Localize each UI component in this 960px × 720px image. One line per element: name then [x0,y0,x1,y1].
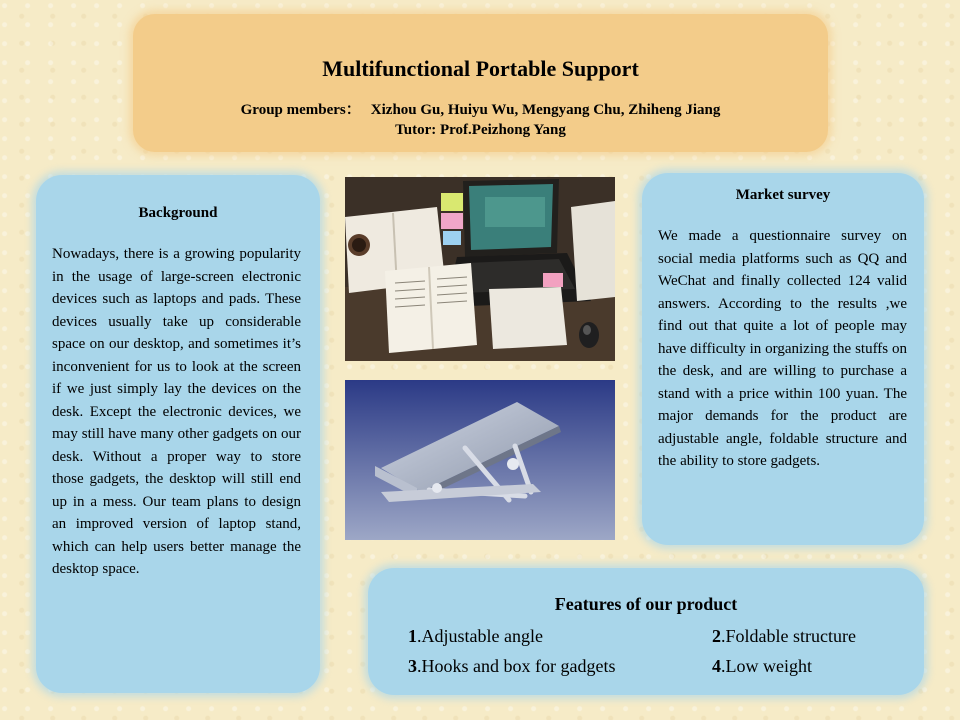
feature-number: 4 [712,656,721,676]
market-survey-text: We made a questionnaire survey on social media platforms such as QQ and WeChat and finally collected 124 valid answers. According to the results ,we find out that quite a lot of people may have difficulty in organizing the stuffs on the desk, and are willing to purchase a stand with a price within 100 yuan. The major demands for the product are adjustable angle, foldable structure and the ability to store gadgets. [658,228,907,469]
stand-render-illustration [345,380,615,540]
feature-text: .Low weight [721,656,812,676]
stand-render [345,380,615,540]
market-survey-heading: Market survey [735,187,831,203]
feature-item [712,626,856,647]
title-banner [133,14,828,152]
feature-number: 2 [712,626,721,646]
tutor: Tutor: Prof.Peizhong Yang [395,122,566,138]
market-survey-panel [642,173,924,545]
feature-text: .Adjustable angle [417,626,543,646]
feature-item [408,656,615,677]
features-panel [368,568,924,695]
poster-title: Multifunctional Portable Support [322,56,639,81]
feature-text: .Hooks and box for gadgets [417,656,616,676]
group-members-names: Xizhou Gu, Huiyu Wu, Mengyang Chu, Zhiheng Jiang [370,102,721,118]
feature-item [408,626,543,647]
feature-text: .Foldable structure [721,626,856,646]
feature-number: 3 [408,656,417,676]
background-panel [36,175,320,693]
background-heading: Background [138,205,218,221]
background-text: Nowadays, there is a growing popularity in the usage of large-screen electronic devices such as laptops and pads. These devices usually take up considerable space on our desktop, and sometimes it’s inconvenient for us to look at the screen if we just simply lay the devices on the desk. Except the electronic devices, we may still have many other gadgets on our desk. Without a proper way to store those gadgets, the desktop will still end up in a mess. Our team plans to design an improved version of laptop stand, which can help users better manage the desktop space. [52,246,301,577]
feature-number: 1 [408,626,417,646]
feature-item [712,656,812,677]
desk-photo [345,177,615,361]
group-members-label: Group members： [240,102,361,118]
group-members [133,98,828,119]
desk-photo-illustration [345,177,615,361]
features-heading: Features of our product [554,594,738,614]
